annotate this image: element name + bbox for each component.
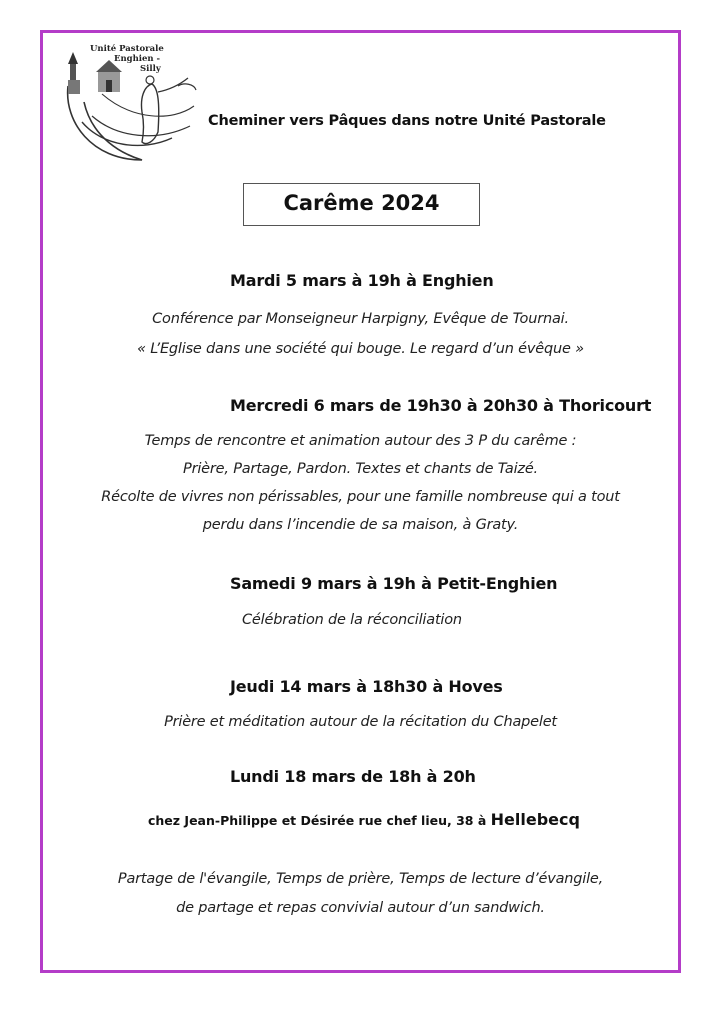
page-title: Carême 2024: [243, 183, 480, 226]
location-address: chez Jean-Philippe et Désirée rue chef lieu, 38 à: [148, 813, 487, 828]
parish-logo: [62, 42, 202, 170]
event-line: Récolte de vivres non périssables, pour une famille nombreuse qui a tout: [101, 489, 620, 505]
event-line: Partage de l'évangile, Temps de prière, Temps de lecture d’évangile,: [117, 871, 604, 887]
event-heading: Jeudi 14 mars à 18h30 à Hoves: [230, 677, 503, 696]
event-heading: Mardi 5 mars à 19h à Enghien: [230, 271, 494, 290]
event-line: perdu dans l’incendie de sa maison, à Graty.: [202, 517, 519, 533]
event-heading: Lundi 18 mars de 18h à 20h: [230, 767, 476, 786]
event-location: [148, 810, 580, 829]
event-line: Célébration de la réconciliation: [242, 612, 462, 628]
logo-line-3: Silly: [140, 64, 161, 74]
event-line: Prière, Partage, Pardon. Textes et chants de Taizé.: [183, 461, 538, 477]
logo-line-2: Enghien -: [114, 54, 161, 64]
logo-line-1: Unité Pastorale: [90, 44, 164, 54]
event-line: Temps de rencontre et animation autour des 3 P du carême :: [144, 433, 577, 449]
event-heading: Samedi 9 mars à 19h à Petit-Enghien: [230, 574, 558, 593]
location-place: Hellebecq: [490, 810, 580, 829]
event-line: de partage et repas convivial autour d’un sandwich.: [176, 900, 545, 916]
event-line: « L’Eglise dans une société qui bouge. Le regard d’un évêque »: [137, 341, 584, 357]
event-line: Prière et méditation autour de la récitation du Chapelet: [164, 714, 557, 730]
subtitle: Cheminer vers Pâques dans notre Unité Pastorale: [208, 113, 606, 129]
event-line: Conférence par Monseigneur Harpigny, Evêque de Tournai.: [152, 311, 569, 327]
event-heading: Mercredi 6 mars de 19h30 à 20h30 à Thoricourt: [230, 396, 652, 415]
